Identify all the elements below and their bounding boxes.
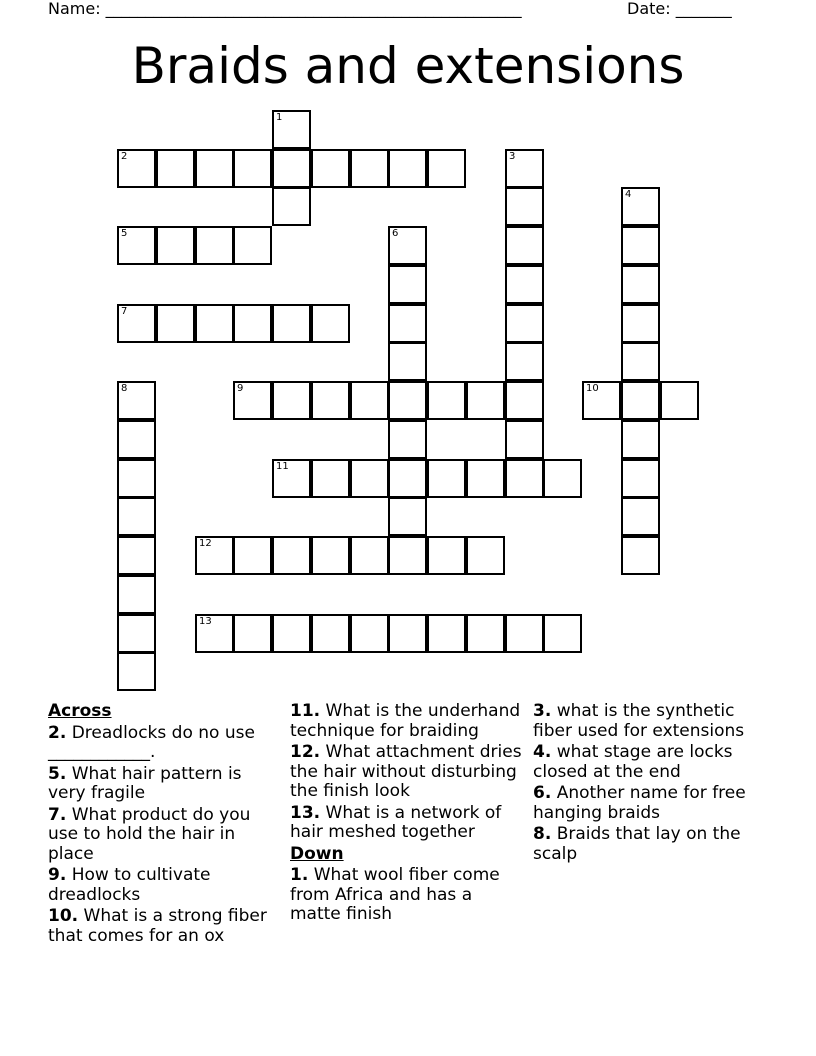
grid-cell[interactable] (505, 420, 544, 459)
grid-cell[interactable] (272, 187, 311, 226)
grid-cell[interactable] (156, 149, 195, 188)
grid-cell[interactable] (350, 459, 389, 498)
clue-number-label: 1 (276, 112, 283, 123)
clue-number: 7. (48, 804, 67, 825)
grid-cell[interactable] (195, 149, 234, 188)
clue-number: 5. (48, 763, 67, 784)
grid-cell[interactable] (311, 459, 350, 498)
grid-cell[interactable] (660, 381, 699, 420)
clue-number: 4. (533, 742, 552, 762)
grid-cell[interactable] (388, 265, 427, 304)
grid-cell[interactable] (350, 614, 389, 653)
clue-number-label: 8 (121, 383, 128, 394)
clue-number-label: 9 (237, 383, 244, 394)
grid-cell[interactable] (195, 226, 234, 265)
clue-number: 2. (48, 722, 67, 743)
clue-number: 10. (48, 906, 79, 926)
grid-cell[interactable] (427, 536, 466, 575)
grid-cell[interactable] (466, 381, 505, 420)
clue-number: 12. (290, 742, 321, 762)
grid-cell[interactable] (388, 381, 427, 420)
clue-across-13 (290, 804, 526, 843)
grid-cell[interactable] (388, 614, 427, 653)
clue-number: 13. (290, 802, 321, 823)
clues-column-2 (290, 702, 526, 927)
clue-text: What attachment dries the hair without disturbing the finish look (290, 742, 522, 801)
grid-cell[interactable] (621, 226, 660, 265)
grid-cell[interactable] (582, 381, 621, 420)
grid-cell[interactable] (156, 226, 195, 265)
grid-cell[interactable] (427, 614, 466, 653)
clue-across-7 (48, 806, 283, 865)
grid-cell[interactable] (117, 381, 156, 420)
grid-cell[interactable] (233, 226, 272, 265)
grid-cell[interactable] (621, 342, 660, 381)
clue-number-label: 7 (121, 306, 128, 317)
grid-cell[interactable] (427, 381, 466, 420)
clue-text: Braids that lay on the scalp (533, 824, 741, 864)
grid-cell[interactable] (388, 226, 427, 265)
grid-cell[interactable] (466, 536, 505, 575)
grid-cell[interactable] (388, 304, 427, 343)
grid-cell[interactable] (311, 304, 350, 343)
grid-cell[interactable] (621, 459, 660, 498)
grid-cell[interactable] (195, 304, 234, 343)
clue-number-label: 10 (586, 383, 599, 394)
clue-across-9 (48, 866, 283, 905)
clue-number: 11. (290, 701, 321, 721)
grid-cell[interactable] (621, 381, 660, 420)
clue-down-6 (533, 784, 769, 823)
grid-cell[interactable] (117, 420, 156, 459)
clue-text: Another name for free hanging braids (533, 783, 746, 823)
clue-number-label: 5 (121, 228, 128, 239)
grid-cell[interactable] (621, 420, 660, 459)
grid-cell[interactable] (117, 226, 156, 265)
grid-cell[interactable] (621, 536, 660, 575)
grid-cell[interactable] (466, 459, 505, 498)
grid-cell[interactable] (311, 381, 350, 420)
clue-text: How to cultivate dreadlocks (48, 865, 211, 905)
clue-down-8 (533, 825, 769, 864)
grid-cell[interactable] (272, 459, 311, 498)
grid-cell[interactable] (505, 226, 544, 265)
grid-cell[interactable] (272, 614, 311, 653)
grid-cell[interactable] (388, 536, 427, 575)
clues-column-1 (48, 702, 283, 948)
grid-cell[interactable] (427, 459, 466, 498)
clue-down-1 (290, 866, 526, 925)
grid-cell[interactable] (621, 497, 660, 536)
grid-cell[interactable] (388, 497, 427, 536)
grid-cell[interactable] (505, 459, 544, 498)
grid-cell[interactable] (621, 187, 660, 226)
clue-text: What is a strong fiber that comes for an ox (48, 906, 267, 946)
grid-cell[interactable] (505, 614, 544, 653)
grid-cell[interactable] (272, 381, 311, 420)
grid-cell[interactable] (117, 459, 156, 498)
clue-number: 3. (533, 701, 552, 721)
grid-cell[interactable] (233, 149, 272, 188)
clue-across-2 (48, 724, 283, 763)
clue-across-10 (48, 907, 283, 946)
clue-number-label: 11 (276, 461, 289, 472)
grid-cell[interactable] (272, 149, 311, 188)
clue-text: What product do you use to hold the hair in place (48, 804, 251, 864)
clue-text: what is the synthetic fiber used for extensions (533, 701, 745, 741)
grid-cell[interactable] (388, 459, 427, 498)
grid-cell[interactable] (311, 149, 350, 188)
clue-across-11 (290, 702, 526, 741)
grid-cell[interactable] (505, 187, 544, 226)
clue-number-label: 6 (392, 228, 399, 239)
grid-cell[interactable] (388, 342, 427, 381)
clue-number: 9. (48, 865, 67, 885)
grid-cell[interactable] (117, 652, 156, 691)
date-field-line: Date: _______ (627, 0, 732, 18)
clue-text: Dreadlocks do no use ____________. (48, 722, 255, 762)
grid-cell[interactable] (233, 536, 272, 575)
grid-cell[interactable] (117, 614, 156, 653)
grid-cell[interactable] (156, 304, 195, 343)
clue-text: What hair pattern is very fragile (48, 763, 242, 803)
grid-cell[interactable] (505, 342, 544, 381)
grid-cell[interactable] (272, 110, 311, 149)
grid-cell[interactable] (621, 265, 660, 304)
grid-cell[interactable] (543, 614, 582, 653)
grid-cell[interactable] (505, 304, 544, 343)
page-title: Braids and extensions (131, 37, 685, 95)
clue-number: 6. (533, 783, 552, 803)
clue-number-label: 2 (121, 151, 128, 162)
grid-cell[interactable] (505, 381, 544, 420)
clue-text: What is the underhand technique for braiding (290, 701, 521, 741)
clue-down-3 (533, 702, 769, 741)
grid-cell[interactable] (233, 381, 272, 420)
clues-column-3 (533, 702, 769, 866)
clue-number: 8. (533, 824, 552, 844)
grid-cell[interactable] (427, 149, 466, 188)
grid-cell[interactable] (117, 497, 156, 536)
grid-cell[interactable] (350, 536, 389, 575)
grid-cell[interactable] (388, 420, 427, 459)
clue-down-4 (533, 743, 769, 782)
grid-cell[interactable] (505, 149, 544, 188)
grid-cell[interactable] (195, 536, 234, 575)
clue-text: What wool fiber come from Africa and has a matte finish (290, 865, 500, 924)
grid-cell[interactable] (350, 149, 389, 188)
grid-cell[interactable] (272, 536, 311, 575)
clue-number-label: 3 (509, 151, 516, 162)
across-heading: Across (48, 701, 112, 721)
clue-text: what stage are locks closed at the end (533, 742, 733, 782)
grid-cell[interactable] (233, 614, 272, 653)
grid-cell[interactable] (311, 536, 350, 575)
grid-cell[interactable] (117, 575, 156, 614)
clue-across-12 (290, 743, 526, 802)
down-heading: Down (290, 843, 344, 864)
clue-across-5 (48, 765, 283, 804)
name-field-line: Name: ____________________________________________________ (48, 0, 522, 18)
clue-number-label: 12 (199, 538, 212, 549)
clue-number-label: 13 (199, 616, 212, 627)
clue-number: 1. (290, 865, 309, 885)
grid-cell[interactable] (233, 304, 272, 343)
grid-cell[interactable] (543, 459, 582, 498)
grid-cell[interactable] (117, 536, 156, 575)
clue-number-label: 4 (625, 189, 632, 200)
grid-cell[interactable] (350, 381, 389, 420)
grid-cell[interactable] (621, 304, 660, 343)
grid-cell[interactable] (388, 149, 427, 188)
grid-cell[interactable] (117, 149, 156, 188)
grid-cell[interactable] (505, 265, 544, 304)
grid-cell[interactable] (466, 614, 505, 653)
clue-text: What is a network of hair meshed together (290, 802, 502, 842)
grid-cell[interactable] (195, 614, 234, 653)
grid-cell[interactable] (117, 304, 156, 343)
grid-cell[interactable] (272, 304, 311, 343)
grid-cell[interactable] (311, 614, 350, 653)
